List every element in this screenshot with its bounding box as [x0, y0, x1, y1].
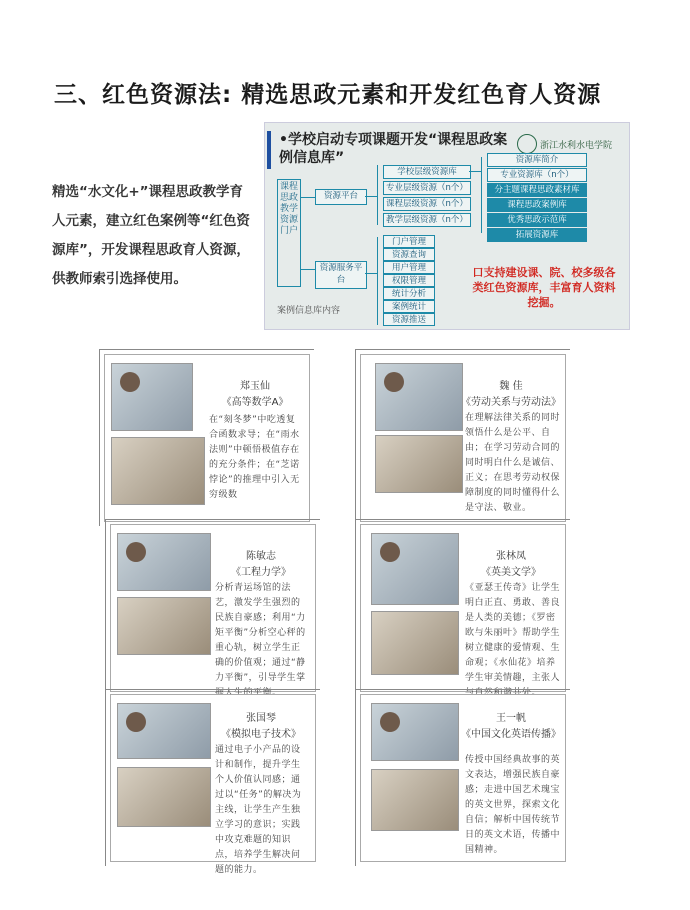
platform-item: 教学层级资源（n个）: [383, 213, 471, 227]
classroom-photo: [371, 769, 459, 831]
connector: [377, 237, 378, 325]
repo-item: 拓展资源库: [487, 228, 587, 242]
school-logo: [517, 133, 621, 155]
course-title: 《模拟电子技术》: [221, 729, 301, 740]
course-description: 传授中国经典故事的英文表达，增强民族自豪感；走进中国艺术瑰宝的英文世界，探索文化自信；解析中国传统节日的英文术语，传播中国精神。: [465, 755, 561, 855]
platform-item: 课程层级资源（n个）: [383, 197, 471, 211]
teacher-name: 张国琴: [246, 713, 276, 724]
service-item: 统计分析: [383, 287, 435, 300]
connector: [365, 273, 377, 274]
service-item: 资源推送: [383, 313, 435, 326]
course-title: 《劳动关系与劳动法》: [461, 397, 561, 408]
repo-item: 专业资源库（n个）: [487, 168, 587, 182]
teacher-card: [104, 354, 310, 522]
classroom-photo: [371, 611, 459, 675]
course-description: 在理解法律关系的同时领悟什么是公平、自由；在学习劳动合同的同时明白什么是诚信、正义；在思考劳动权保障制度的同时懂得什么是守法、敬业。: [465, 413, 561, 513]
connector: [481, 157, 482, 233]
course-description: 《亚瑟王传奇》让学生明白正直、勇敢、善良是人类的美德；《罗密欧与朱丽叶》帮助学生树立健康的爱情观、生命观；《水仙花》培养学生审美情趣，主张人: [465, 583, 561, 683]
teacher-photo: [117, 703, 211, 759]
intro-text: 精选“水文化+”课程思政教学育人元素，建立红色案例等“红色资源库”，开发课程思政育人资源，供教师索引选择使用。: [52, 184, 250, 287]
teacher-name: 陈敏志: [246, 551, 276, 562]
diagram-caption: 案例信息库内容: [277, 306, 341, 316]
teacher-photo: [371, 533, 459, 605]
teacher-card: [360, 354, 566, 522]
teacher-card: [110, 694, 316, 875]
teacher-name: 郑玉仙: [240, 381, 270, 392]
teacher-photo: [375, 363, 463, 431]
page-title: 三、红色资源法: 精选思政元素和开发红色育人资源: [54, 82, 602, 108]
connector: [365, 196, 377, 197]
connector: [301, 269, 315, 270]
course-title: 《英美文学》: [481, 567, 541, 578]
diagram-root-node: 课程思政教学资源门户: [277, 179, 301, 287]
repo-item: 资源库简介: [487, 153, 587, 167]
resource-library-diagram: [264, 122, 630, 330]
school-seal-icon: [517, 134, 537, 154]
connector: [377, 165, 378, 225]
school-name: 浙江水利水电学院: [540, 140, 613, 151]
teacher-name: 王一帆: [496, 713, 526, 724]
branch-node: 资源平台: [315, 189, 367, 205]
classroom-photo: [117, 597, 211, 655]
course-title: 《高等数学A》: [221, 397, 289, 408]
teacher-photo: [117, 533, 211, 591]
service-item: 门户管理: [383, 235, 435, 248]
diagram-note: 口支持建设课、院、校多级各类红色资源库，丰富育人资料挖掘。: [472, 266, 616, 309]
heading-accent-bar: [267, 131, 271, 169]
teacher-photo: [111, 363, 193, 431]
course-description: 分析青运场馆的法艺，激发学生强烈的民族自豪感；利用“力矩平衡”分析空心秤的重心轨，树立学生正确的价值观；通过“静力平衡”，引导学生掌: [215, 583, 306, 683]
teacher-card: [110, 524, 316, 692]
course-description: 在“刻冬梦”中吃透复合函数求导；在“雨水法则”中顿悟极值存在的充分条件；在“芝诺悖论”的推理中引入无穷级数: [209, 415, 300, 500]
teacher-card: [360, 694, 566, 862]
course-title: 《工程力学》: [231, 567, 291, 578]
service-item: 权限管理: [383, 274, 435, 287]
course-description: 通过电子小产品的设计和制作，提升学生个人价值认同感；通过以“任务”的解决为主线，让学生产生独立学习的意识；实践中攻克难题的知识点，培养学生解决问题的能力。: [215, 745, 302, 875]
platform-item: 学校层级资源库: [383, 165, 471, 179]
service-item: 资源查询: [383, 248, 435, 261]
connector: [469, 171, 481, 172]
teacher-card: [360, 524, 566, 692]
diagram-heading: •学校启动专项课题开发“课程思政案例信息库”: [279, 132, 508, 166]
repo-item: 分主题课程思政素材库: [487, 183, 587, 197]
course-title: 《中国文化英语传播》: [461, 729, 561, 740]
repo-item: 优秀思政示范库: [487, 213, 587, 227]
connector: [301, 197, 315, 198]
teacher-name: 魏 佳: [499, 381, 523, 392]
classroom-photo: [111, 437, 205, 505]
repo-item: 课程思政案例库: [487, 198, 587, 212]
service-item: 案例统计: [383, 300, 435, 313]
teacher-photo: [371, 703, 459, 761]
service-item: 用户管理: [383, 261, 435, 274]
teacher-name: 张林凤: [496, 551, 526, 562]
platform-item: 专业层级资源（n个）: [383, 181, 471, 195]
branch-node: 资源服务平台: [315, 261, 367, 289]
classroom-photo: [117, 767, 211, 827]
classroom-photo: [375, 435, 463, 493]
